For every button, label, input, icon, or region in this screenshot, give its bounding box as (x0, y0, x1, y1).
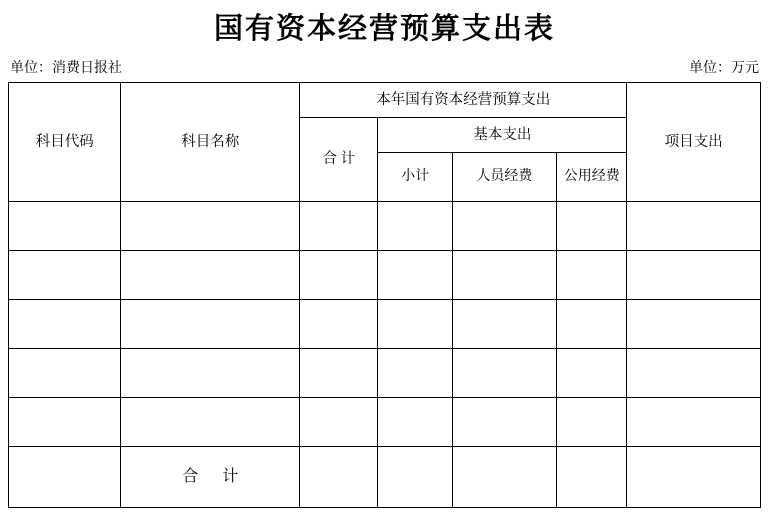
header-col-project: 项目支出 (627, 82, 761, 201)
cell-name (121, 250, 300, 299)
cell-personnel (452, 250, 556, 299)
cell-project (627, 299, 761, 348)
cell-code (9, 201, 121, 250)
cell-subtotal (378, 348, 452, 397)
cell-project (627, 201, 761, 250)
page-title: 国有资本经营预算支出表 (213, 13, 555, 45)
cell-public (557, 299, 627, 348)
cell-total (300, 348, 378, 397)
cell-code (9, 348, 121, 397)
cell-name (121, 201, 300, 250)
unit-name-label: 单位：消费日报社 (10, 60, 122, 76)
summary-row (9, 446, 761, 507)
cell-subtotal (378, 201, 452, 250)
cell-code (9, 397, 121, 446)
cell-personnel (452, 299, 556, 348)
cell-personnel (452, 397, 556, 446)
table-row (9, 397, 761, 446)
summary-label: 合 计 (121, 446, 300, 507)
header-group-year: 本年国有资本经营预算支出 (300, 82, 627, 117)
cell-project (627, 250, 761, 299)
currency-unit-label: 单位：万元 (689, 60, 759, 76)
header-col-code: 科目代码 (9, 82, 121, 201)
header-col-personnel: 人员经费 (452, 152, 556, 201)
summary-cell-total (300, 446, 378, 507)
cell-code (9, 299, 121, 348)
header-col-public: 公用经费 (557, 152, 627, 201)
header-col-name: 科目名称 (121, 82, 300, 201)
table-row (9, 348, 761, 397)
budget-table (8, 82, 761, 508)
summary-cell-code (9, 446, 121, 507)
cell-name (121, 397, 300, 446)
cell-project (627, 348, 761, 397)
cell-public (557, 397, 627, 446)
table-row (9, 299, 761, 348)
cell-public (557, 348, 627, 397)
meta-row (8, 57, 761, 82)
cell-subtotal (378, 299, 452, 348)
cell-name (121, 299, 300, 348)
summary-cell-project (627, 446, 761, 507)
summary-cell-public (557, 446, 627, 507)
cell-total (300, 299, 378, 348)
table-row (9, 250, 761, 299)
table-body (9, 201, 761, 507)
table-row (9, 201, 761, 250)
summary-cell-personnel (452, 446, 556, 507)
summary-cell-subtotal (378, 446, 452, 507)
cell-subtotal (378, 250, 452, 299)
cell-code (9, 250, 121, 299)
cell-public (557, 201, 627, 250)
cell-project (627, 397, 761, 446)
header-row-group (9, 82, 761, 117)
header-group-basic: 基本支出 (378, 117, 627, 152)
cell-total (300, 397, 378, 446)
cell-public (557, 250, 627, 299)
cell-total (300, 201, 378, 250)
header-col-basic-subtotal: 小计 (378, 152, 452, 201)
table-header (9, 82, 761, 201)
cell-subtotal (378, 397, 452, 446)
cell-personnel (452, 201, 556, 250)
cell-personnel (452, 348, 556, 397)
header-col-total: 合 计 (300, 117, 378, 201)
cell-name (121, 348, 300, 397)
cell-total (300, 250, 378, 299)
